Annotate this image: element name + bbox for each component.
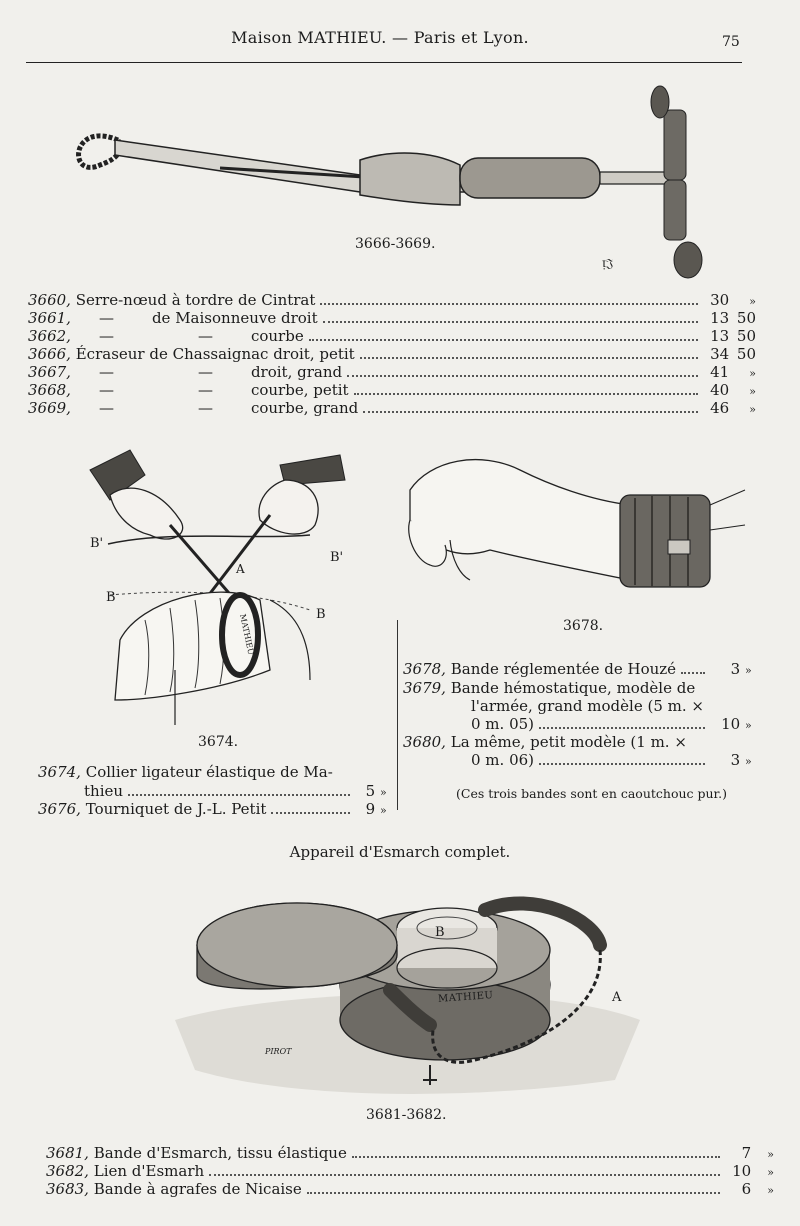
engraver-signature: ᴉ𝔍	[602, 256, 614, 270]
catalog-row-3681: 3681, Bande d'Esmarch, tissu élastique 7 »	[46, 1144, 774, 1162]
catalog-row-3680-cont: 0 m. 06) 3 »	[471, 751, 752, 769]
catalog-row-3669: 3669, — — courbe, grand 46 »	[28, 399, 756, 417]
catalog-row-3682: 3682, Lien d'Esmarh 10 »	[46, 1162, 774, 1180]
column-divider	[397, 620, 398, 810]
figure3-note: (Ces trois bandes sont en caoutchouc pur.)	[456, 786, 727, 801]
figure4-caption: 3681-3682.	[366, 1107, 447, 1123]
catalog-row-3674-cont: thieu 5 »	[84, 782, 387, 800]
bande-hemostatique-illustration	[390, 440, 750, 610]
page-number: 75	[722, 34, 740, 50]
engraver-signature-esmarch: PIROT	[265, 1047, 292, 1056]
figure2-caption: 3674.	[198, 734, 239, 750]
catalog-row-3660: 3660, Serre-nœud à tordre de Cintrat 30 »	[28, 291, 756, 309]
figure4-title: Appareil d'Esmarch complet.	[289, 843, 511, 861]
catalog-row-3679: 3679, Bande hémostatique, modèle de	[403, 679, 696, 697]
catalog-row-3678: 3678, Bande réglementée de Houzé 3 »	[403, 660, 752, 678]
label-b-prime-right: B'	[330, 550, 344, 565]
catalog-row-3662: 3662, — — courbe 13 50	[28, 327, 756, 345]
figure3-caption: 3678.	[563, 618, 604, 634]
label-b-right: B	[316, 607, 326, 622]
label-b-esmarch: B	[435, 925, 445, 940]
catalog-row-3667: 3667, — — droit, grand 41 »	[28, 363, 756, 381]
catalog-row-3668: 3668, — — courbe, petit 40 »	[28, 381, 756, 399]
catalog-row-3683: 3683, Bande à agrafes de Nicaise 6 »	[46, 1180, 774, 1198]
label-b-prime-left: B'	[90, 536, 104, 551]
collar-brand-text: MATHIEU	[238, 613, 256, 656]
header-rule	[26, 62, 742, 63]
label-a: A	[236, 562, 245, 576]
catalog-row-3661: 3661, — de Maisonneuve droit 13 50	[28, 309, 756, 327]
figure1-caption: 3666-3669.	[355, 236, 436, 252]
page-header-title: Maison MATHIEU. — Paris et Lyon.	[231, 28, 529, 47]
catalog-row-3679-cont1: l'armée, grand modèle (5 m. ×	[471, 697, 704, 715]
box-brand-text: MATHIEU	[437, 990, 494, 1005]
label-a-esmarch: A	[612, 990, 622, 1005]
catalog-row-3680: 3680, La même, petit modèle (1 m. ×	[403, 733, 687, 751]
catalog-row-3674: 3674, Collier ligateur élastique de Ma-	[38, 763, 333, 781]
catalog-row-3666: 3666, Écraseur de Chassaignac droit, petit 34 50	[28, 345, 756, 363]
collier-ligateur-illustration	[70, 440, 370, 730]
catalog-row-3676: 3676, Tourniquet de J.-L. Petit 9 »	[38, 800, 387, 818]
label-b-left: B	[106, 590, 116, 605]
esmarch-apparatus-illustration	[175, 870, 645, 1100]
catalog-row-3679-cont2: 0 m. 05) 10 »	[471, 715, 752, 733]
